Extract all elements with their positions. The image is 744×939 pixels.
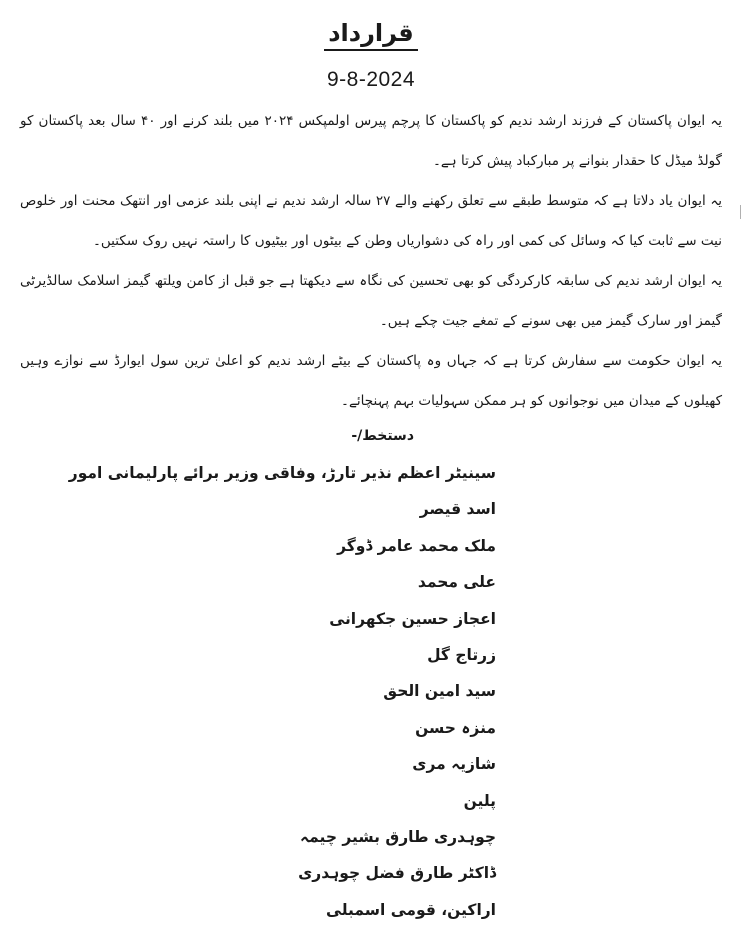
signer-list (68, 455, 496, 928)
document-date: 9-8-2024 (326, 68, 416, 91)
signer-name: اعجاز حسین جکھرانی (329, 609, 496, 628)
signer-name: سید امین الحق (383, 682, 496, 701)
signer-name: پلین (463, 791, 496, 810)
signer-name: سینیٹر اعظم نذیر تارڑ، وفاقی وزیر برائے پارلیمانی امور (68, 464, 496, 482)
resolution-paragraph-1: یہ ایوان پاکستان کے فرزند ارشد ندیم کو پاکستان کا پرچم پیرس اولمپکس ۲۰۲۴ میں بلند کرنے اور ۴۰ سال بعد پاکستان کو گولڈ میڈل کا حقدار بنوانے پر مبارکباد پیش کرتا ہے۔ (20, 113, 722, 169)
resolution-paragraph-2: یہ ایوان یاد دلاتا ہے کہ متوسط طبقے سے تعلق رکھنے والے ۲۷ سالہ ارشد ندیم نے اپنی بلند عزمی اور انتھک محنت اور خلوص نیت سے ثابت کیا کہ وسائل کی کمی اور راہ کی دشواریاں وطن کے بیٹوں اور بیٹیوں کا راستہ نہیں روک سکتیں۔ (20, 193, 722, 249)
signer-name: ڈاکٹر طارق فضل چوہدری (298, 864, 496, 883)
signer-name: منزہ حسن (415, 718, 496, 737)
document-title (20, 18, 722, 51)
signature-heading: دستخط/- (351, 428, 414, 444)
resolution-paragraph-3: یہ ایوان ارشد ندیم کی سابقہ کارکردگی کو بھی تحسین کی نگاہ سے دیکھتا ہے جو قبل از کامن ویلتھ گیمز اسلامک سالڈیرٹی گیمز اور سارک گیمز میں بھی سونے کے تمغے جیت چکے ہیں۔ (20, 273, 722, 329)
signer-footer: اراکین، قومی اسمبلی (326, 900, 496, 919)
signer-name: شازیہ مری (412, 755, 496, 774)
signer-name: علی محمد (417, 573, 496, 592)
signer-name: چوہدری طارق بشیر چیمہ (300, 828, 496, 847)
signature-block (68, 425, 496, 928)
document-title-text: قرارداد (324, 18, 418, 51)
resolution-paragraph-4: یہ ایوان حکومت سے سفارش کرتا ہے کہ جہاں وہ پاکستان کے بیٹے ارشد ندیم کو اعلیٰ ترین سول ایوارڈ سے نوازے وہیں کھیلوں کے میدان میں نوجوانوں کو ہر ممکن سہولیات بہم پہنچائے۔ (20, 353, 722, 409)
margin-mark (740, 205, 741, 219)
signer-name: اسد قیصر (419, 500, 496, 519)
signer-name: ملک محمد عامر ڈوگر (337, 536, 496, 555)
signer-name: زرتاج گل (427, 646, 496, 665)
